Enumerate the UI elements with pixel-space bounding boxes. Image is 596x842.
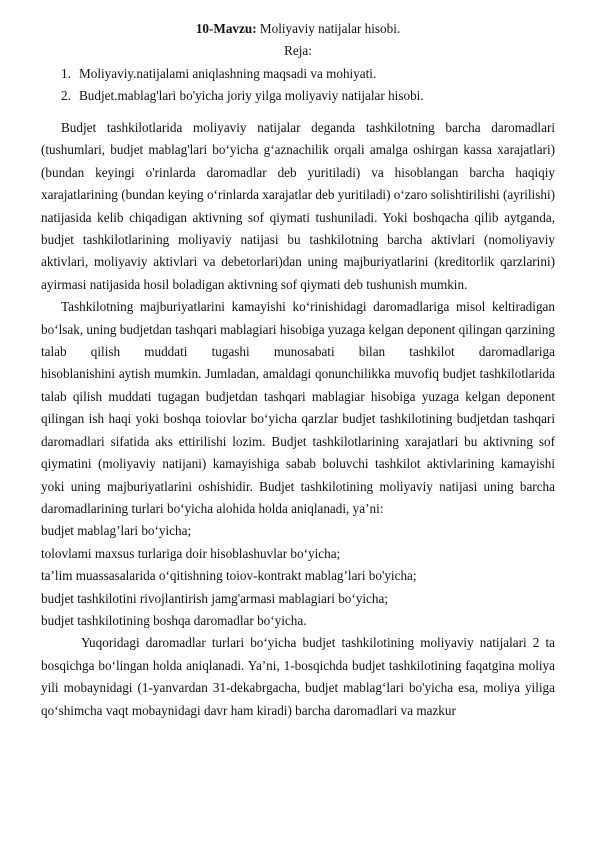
plan-heading: Reja: [284, 43, 312, 58]
topic-label: 10-Mavzu: [195, 21, 257, 36]
topic-title: Moliyaviy natijalar hisobi. [256, 21, 401, 36]
document-body [41, 117, 555, 722]
paragraph-example-start: Tashkilotning majburiyatlarini kamayishi ko‘rinishidagi daromadlariga misol keltiradigan bo‘lsak, uning budjetdan tashqari mablagiari hisobiga yuzaga kelgan deponent qilingan qarzining talab qilish muddati tugashi munosabati bilan tashkilot daromadlariga [41, 299, 555, 360]
paragraph-example-continued: hisoblanishini aytish mumkin. Jumladan, amaldagi qonunchilikka muvofiq budjet tashkilotlarida talab qilish muddati tugagan budjetdan tashqari mablagiar hisobiga yuzaga kelgan deponent qilingan ish haqi yoki boshqa toiovlar bo‘yicha qarzlar budjet tashkilotining budjetdan tashqari daromadlari sifatida aks ettirilishi lozim. Budjet tashkilotlarining xarajatlari bu aktivning sof qiymatini (moliyaviy natijani) kamayishiga sabab boluvchi tashkilot aktivlarining kamayishi yoki uning majburiyatlarini oshishidir. Budjet tashkilotining moliyaviy natijasi uning barcha daromadlarining turlari bo‘yicha alohida holda aniqlanadi, ya’ni: [41, 366, 555, 516]
income-type-item: tolovlami maxsus turlariga doir hisoblashuvlar bo‘yicha; [41, 545, 341, 561]
paragraph-stages: Yuqoridagi daromadlar turlari bo‘yicha budjet tashkilotining moliyaviy natijalari 2 ta bosqichga bo‘lingan holda aniqlanadi. Ya’ni, 1-bosqichda budjet tashkilotining faqatgina moliya yili mobaynidagi (1-yanvardan 31-dekabrgacha, budjet mablag‘lari bo'yicha esa, moliya yiliga qo‘shimcha vaqt mobaynidagi davr ham kiradi) barcha daromadlari va mazkur [41, 635, 555, 718]
income-type-item: budjet tashkilotining boshqa daromadlar bo‘yicha. [41, 612, 307, 628]
plan-item-number: 1. [61, 66, 71, 81]
plan-item-text: Budjet.mablag'lari bo'yicha joriy yilga moliyaviy natijalar hisobi. [79, 88, 424, 104]
plan-item [41, 85, 555, 107]
paragraph-definition: Budjet tashkilotlarida moliyaviy natijalar deganda tashkilotning barcha daromadlari (tushumlari, budjet mablag'lari bo‘yicha g‘aznachilik orqali amalga oshirgan kassa xarajatlari) (bundan keyingi o'rinlarda daromadlar deb yuritiladi) va hisoblangan barcha haqiqiy xarajatlarining (bundan keying o‘rinlarda xarajatlar deb yuritiladi) o‘zaro solishtirilishi (ayrilishi) natijasida kelib chiqadigan aktivning sof qiymati tushuniladi. Yoki boshqacha qilib aytganda, budjet tashkilotlarining moliyaviy natijasi bu tashkilotning barcha aktivlari (nomoliyaviy aktivlari, moliyaviy aktivlari va debetorlari)dan uning majburiyatlarini (kreditorlik qarzlarini) ayirmasi natijasida hosil boladigan aktivning sof qiymati deb tushunish mumkin. [41, 120, 555, 292]
income-type-item: budjet mablag’lari bo‘yicha; [41, 523, 192, 539]
income-type-item: ta’lim muassasalarida o‘qitishning toiov-kontrakt mablag’lari bo'yicha; [41, 568, 417, 584]
topic-heading [41, 18, 555, 40]
plan-item-text: Moliyaviy.natijalami aniqlashning maqsadi va mohiyati. [79, 66, 377, 81]
plan-list [41, 63, 555, 108]
plan-item-number: 2. [61, 88, 71, 104]
plan-item [41, 63, 555, 85]
income-type-item: budjet tashkilotini rivojlantirish jamg'armasi mablagiari bo‘yicha; [41, 590, 389, 606]
